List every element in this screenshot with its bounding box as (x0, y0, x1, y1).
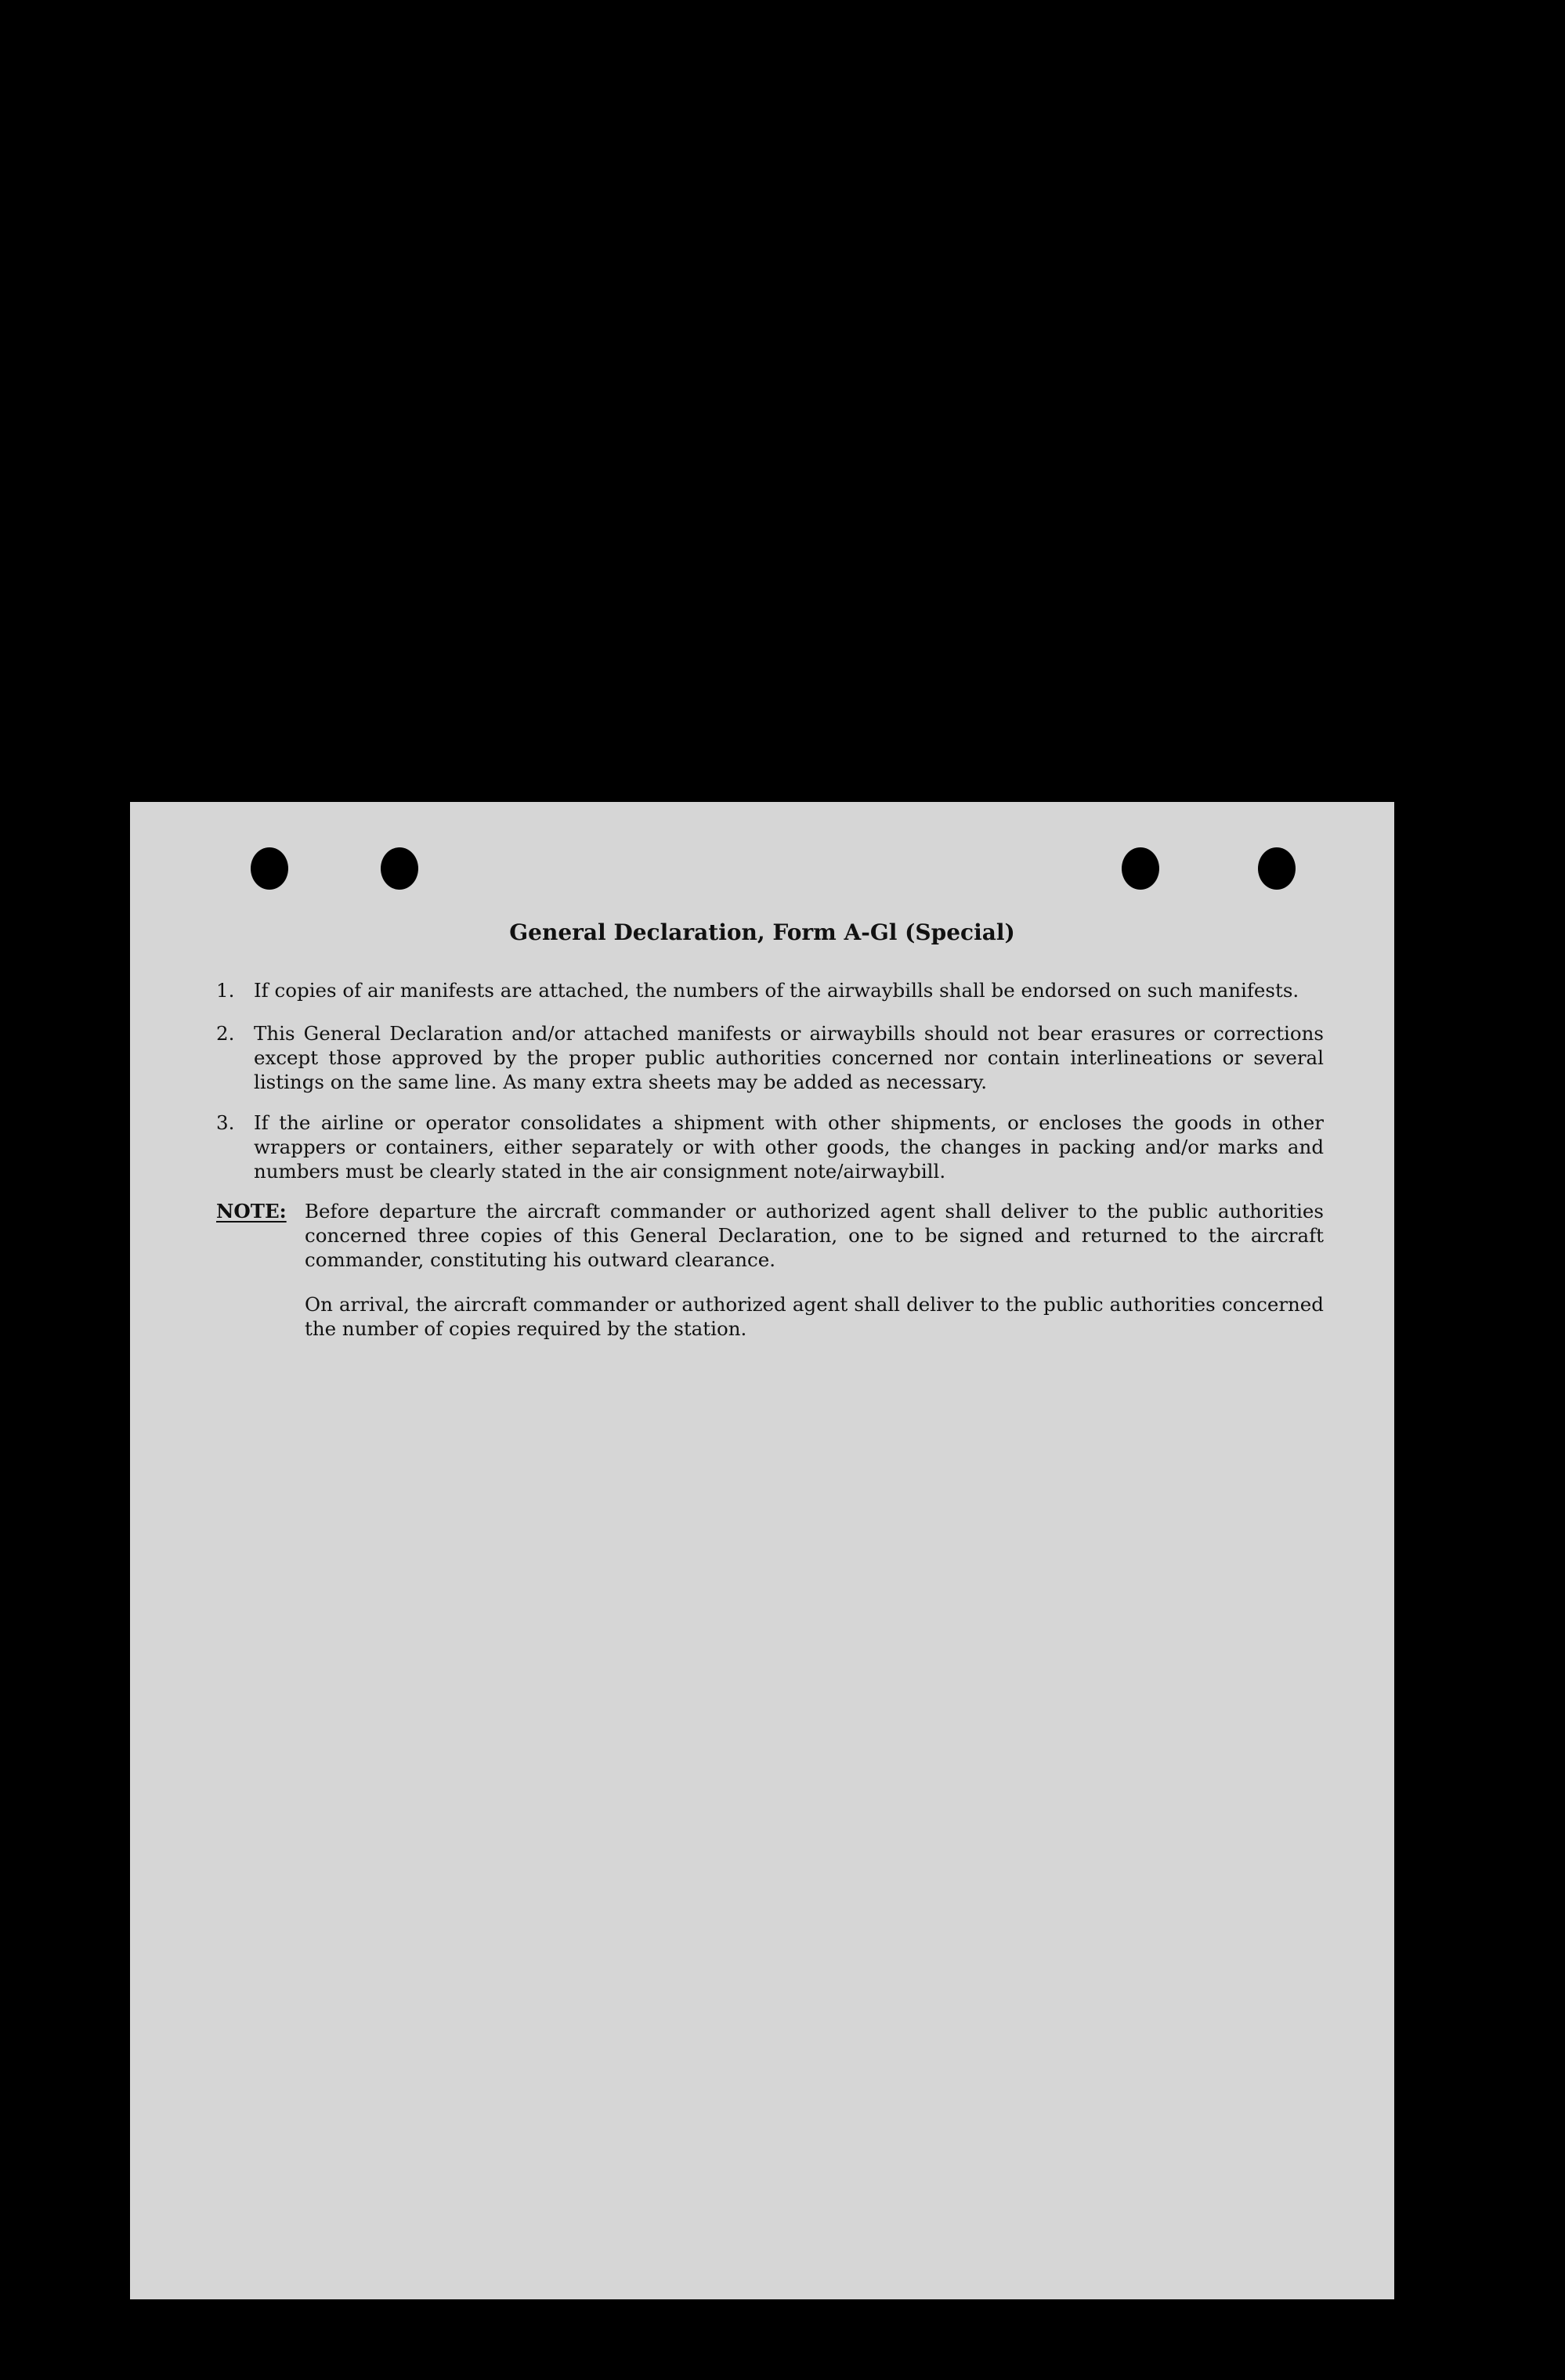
punch-hole (381, 847, 418, 890)
document-page (130, 802, 1394, 2299)
note-section (216, 1199, 1324, 1341)
instruction-item (216, 978, 1324, 1002)
punch-hole (1122, 847, 1159, 890)
punch-hole (1258, 847, 1296, 890)
note-paragraph: On arrival, the aircraft commander or authorized agent shall deliver to the public authorities concerned the number of copies required by the station. (305, 1293, 1324, 1340)
item-number: 1. (216, 979, 235, 1002)
note-label: NOTE: (216, 1200, 287, 1223)
item-text: If the airline or operator consolidates a shipment with other shipments, or encloses the goods in other wrappers or containers, either separately or with other goods, the changes in packing and/or marks and numbers must be clearly stated in the air consignment note/airwaybill. (254, 1111, 1324, 1183)
item-number: 3. (216, 1111, 235, 1134)
instruction-item (216, 1111, 1324, 1183)
instruction-item (216, 1021, 1324, 1094)
form-title: General Declaration, Form A-Gl (Special) (509, 919, 1015, 945)
punch-hole (251, 847, 288, 890)
item-number: 2. (216, 1022, 235, 1045)
item-text: If copies of air manifests are attached, the numbers of the airwaybills shall be endorsed on such manifests. (254, 979, 1299, 1002)
item-text: This General Declaration and/or attached manifests or airwaybills should not bear erasures or corrections except those approved by the proper public authorities concerned nor contain interlineations or several listings on the same line. As many extra sheets may be added as necessary. (254, 1022, 1324, 1093)
note-paragraph: Before departure the aircraft commander or authorized agent shall deliver to the public authorities concerned three copies of this General Declaration, one to be signed and returned to the aircraft commander, constituting his outward clearance. (305, 1200, 1324, 1271)
